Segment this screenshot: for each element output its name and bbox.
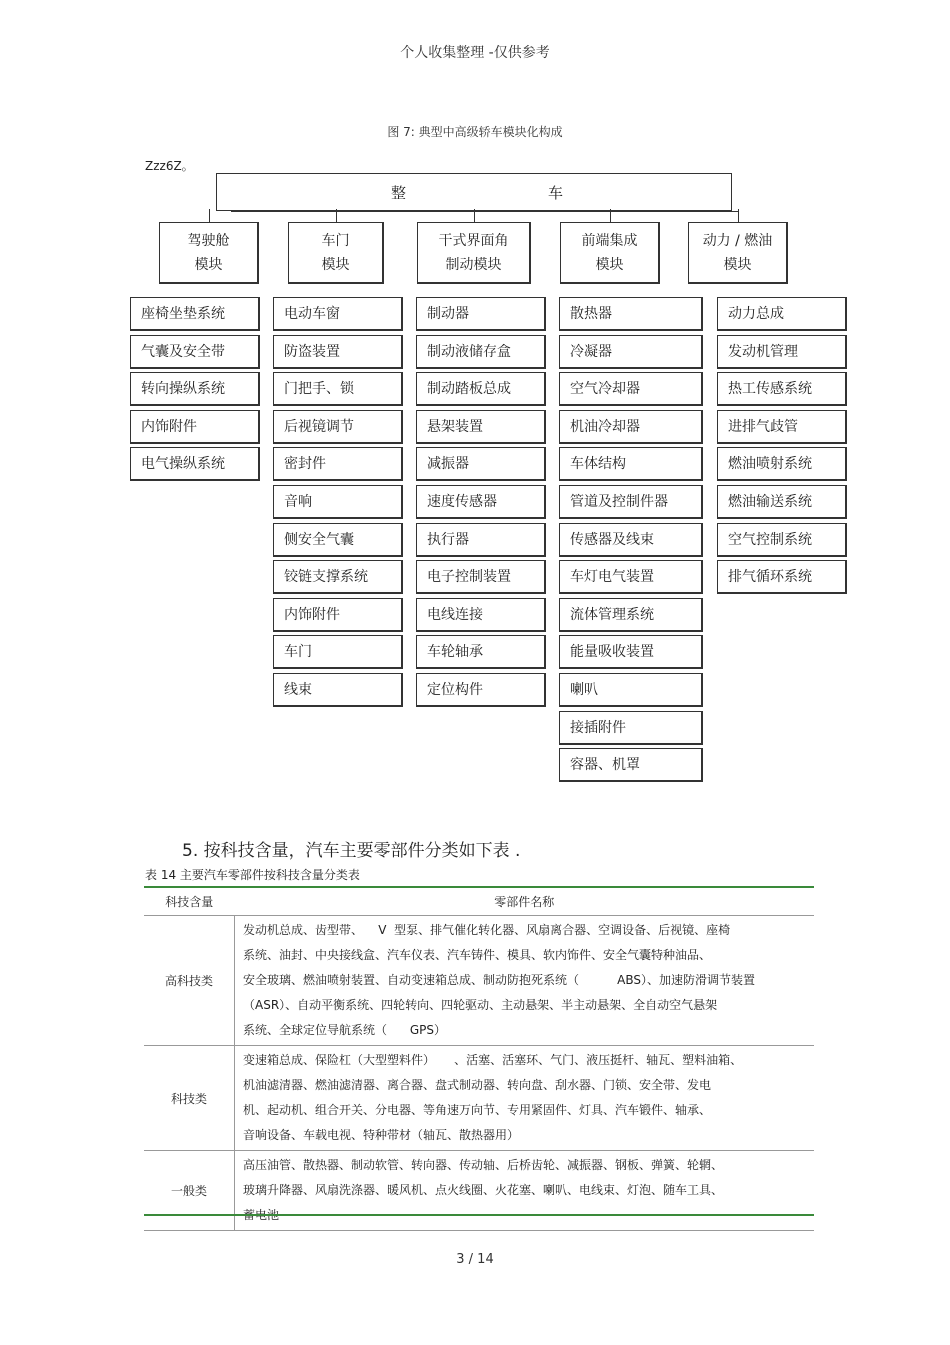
module-item: 门把手、锁 xyxy=(273,372,403,406)
module-item: 发动机管理 xyxy=(717,335,847,369)
module-item: 燃油输送系统 xyxy=(717,485,847,519)
module-node xyxy=(288,222,384,284)
module-item: 密封件 xyxy=(273,447,403,481)
module-item: 空气控制系统 xyxy=(717,523,847,557)
table-row xyxy=(144,916,814,1046)
module-item: 电气操纵系统 xyxy=(130,447,260,481)
module-item: 铰链支撑系统 xyxy=(273,560,403,594)
table-bottom-rule xyxy=(144,1214,814,1216)
module-item: 内饰附件 xyxy=(130,410,260,444)
parts-line: 玻璃升降器、风扇洗涤器、暖风机、点火线圈、火花塞、喇叭、电线束、灯泡、随车工具、 xyxy=(243,1183,724,1197)
module-item: 定位构件 xyxy=(416,673,546,707)
connector-drop xyxy=(610,209,611,222)
module-label-line2: 模块 xyxy=(723,257,752,273)
module-item: 燃油喷射系统 xyxy=(717,447,847,481)
module-item: 内饰附件 xyxy=(273,598,403,632)
parts-line: 发动机总成、齿型带、 V 型泵、排气催化转化器、风扇离合器、空调设备、后视镜、座椅 xyxy=(243,923,731,937)
module-item: 制动器 xyxy=(416,297,546,331)
header-parts: 零部件名称 xyxy=(235,887,815,916)
category-cell: 一般类 xyxy=(144,1151,235,1231)
module-item: 动力总成 xyxy=(717,297,847,331)
module-item: 转向操纵系统 xyxy=(130,372,260,406)
page-number: 3 / 14 xyxy=(456,1252,494,1267)
module-node xyxy=(159,222,259,284)
module-label-line2: 制动模块 xyxy=(445,257,502,273)
module-item: 排气循环系统 xyxy=(717,560,847,594)
module-item: 执行器 xyxy=(416,523,546,557)
module-item: 能量吸收装置 xyxy=(559,635,703,669)
module-item: 防盗装置 xyxy=(273,335,403,369)
module-node xyxy=(417,222,531,284)
module-item: 减振器 xyxy=(416,447,546,481)
module-label-line1: 前端集成 xyxy=(581,233,638,249)
table-caption: 表 14 主要汽车零部件按科技含量分类表 xyxy=(145,868,360,882)
module-item: 座椅坐垫系统 xyxy=(130,297,260,331)
module-item: 速度传感器 xyxy=(416,485,546,519)
module-item: 电子控制装置 xyxy=(416,560,546,594)
parts-line: 音响设备、车载电视、特种带材（轴瓦、散热器用） xyxy=(243,1128,520,1142)
root-node xyxy=(216,173,732,211)
classification-table xyxy=(144,887,814,1231)
connector-bar xyxy=(231,211,739,212)
section-title: 5. 按科技含量，汽车主要零部件分类如下表 . xyxy=(182,841,521,861)
root-label-left: 整 xyxy=(391,184,407,202)
stray-text: Zzz6Z。 xyxy=(145,159,194,173)
connector-drop xyxy=(738,209,739,222)
parts-line: （ASR）、自动平衡系统、四轮转向、四轮驱动、主动悬架、半主动悬架、全自动空气悬架 xyxy=(243,998,718,1012)
module-item: 车体结构 xyxy=(559,447,703,481)
module-item: 线束 xyxy=(273,673,403,707)
module-item: 电动车窗 xyxy=(273,297,403,331)
module-label-line2: 模块 xyxy=(194,257,223,273)
header-category: 科技含量 xyxy=(144,887,235,916)
module-label-line2: 模块 xyxy=(321,257,350,273)
module-item: 进排气歧管 xyxy=(717,410,847,444)
table-row xyxy=(144,1151,814,1231)
module-item: 悬架装置 xyxy=(416,410,546,444)
module-item: 热工传感系统 xyxy=(717,372,847,406)
module-label-line2: 模块 xyxy=(595,257,624,273)
page-header: 个人收集整理 -仅供参考 xyxy=(400,45,550,61)
module-item: 喇叭 xyxy=(559,673,703,707)
module-item: 管道及控制件器 xyxy=(559,485,703,519)
category-cell: 高科技类 xyxy=(144,916,235,1046)
root-label-right: 车 xyxy=(548,184,564,202)
table-row xyxy=(144,1046,814,1151)
module-item: 车轮轴承 xyxy=(416,635,546,669)
parts-line: 变速箱总成、保险杠（大型塑料件） 、活塞、活塞环、气门、液压挺杆、轴瓦、塑料油箱、 xyxy=(243,1053,743,1067)
parts-cell xyxy=(235,1046,815,1151)
connector-drop xyxy=(209,209,210,222)
parts-cell xyxy=(235,916,815,1046)
module-node xyxy=(688,222,788,284)
module-label-line1: 干式界面角 xyxy=(438,233,509,249)
module-item: 机油冷却器 xyxy=(559,410,703,444)
parts-line: 高压油管、散热器、制动软管、转向器、传动轴、后桥齿轮、减振器、钢板、弹簧、轮辋、 xyxy=(243,1158,724,1172)
module-item: 制动液储存盒 xyxy=(416,335,546,369)
module-item: 电线连接 xyxy=(416,598,546,632)
module-label-line1: 驾驶舱 xyxy=(187,233,230,249)
parts-line: 系统、全球定位导航系统（ GPS） xyxy=(243,1023,447,1037)
module-item: 散热器 xyxy=(559,297,703,331)
module-item: 接插附件 xyxy=(559,711,703,745)
module-item: 容器、机罩 xyxy=(559,748,703,782)
connector-drop xyxy=(336,209,337,222)
module-item: 侧安全气囊 xyxy=(273,523,403,557)
module-item: 后视镜调节 xyxy=(273,410,403,444)
module-item: 传感器及线束 xyxy=(559,523,703,557)
parts-line: 机油滤清器、燃油滤清器、离合器、盘式制动器、转向盘、刮水器、门锁、安全带、发电 xyxy=(243,1078,712,1092)
module-label-line1: 动力 / 燃油 xyxy=(702,233,773,249)
module-node xyxy=(560,222,660,284)
parts-line: 安全玻璃、燃油喷射装置、自动变速箱总成、制动防抱死系统（ ABS）、加速防滑调节装置 xyxy=(243,973,755,987)
figure-caption: 图 7: 典型中高级轿车模块化构成 xyxy=(387,125,563,139)
connector-drop xyxy=(474,209,475,222)
module-item: 车门 xyxy=(273,635,403,669)
module-item: 空气冷却器 xyxy=(559,372,703,406)
module-label-line1: 车门 xyxy=(321,233,350,249)
module-item: 车灯电气装置 xyxy=(559,560,703,594)
category-cell: 科技类 xyxy=(144,1046,235,1151)
parts-line: 系统、油封、中央接线盒、汽车仪表、汽车铸件、模具、软内饰件、安全气囊特种油品、 xyxy=(243,948,712,962)
module-item: 流体管理系统 xyxy=(559,598,703,632)
parts-cell xyxy=(235,1151,815,1231)
parts-line: 机、起动机、组合开关、分电器、等角速万向节、专用紧固件、灯具、汽车锻件、轴承、 xyxy=(243,1103,712,1117)
module-item: 气囊及安全带 xyxy=(130,335,260,369)
module-item: 制动踏板总成 xyxy=(416,372,546,406)
module-item: 音响 xyxy=(273,485,403,519)
module-item: 冷凝器 xyxy=(559,335,703,369)
